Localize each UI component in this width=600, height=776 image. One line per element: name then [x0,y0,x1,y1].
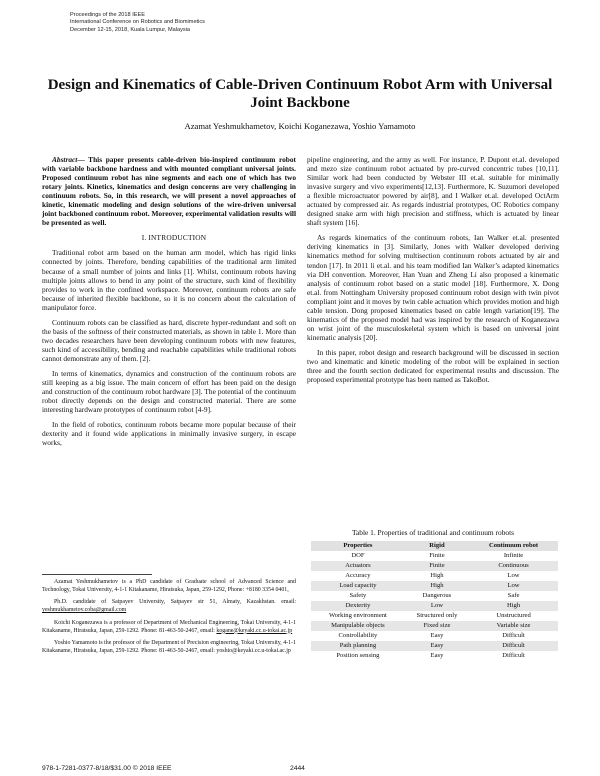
table-row [311,561,558,571]
email-link-2[interactable]: kogane@keyaki.cc.u-tokai.ac.jp [216,627,293,634]
footnote-author-3: Yoshio Yamamoto is the professor of the Department of Precision engineering, Tokai University, 4-1-1 Kitakaname, Hiratsuka, Japan, 259-1292. Phone: 81-463-50-2467, email: yoshio@keyaki.cc.u-tokai.ac.jp [42,640,296,654]
table-cell: Infinite [469,551,558,561]
intro-paragraph-4: In the field of robotics, continuum robots became more popular because of their dexterity and it found wide applications in minimally invasive surgery, in escape works, [42,420,296,448]
table-cell: Safety [311,591,405,601]
intro-paragraph-3: In terms of kinematics, dynamics and construction of the continuum robots are still keeping as a big issue. The main concern of effort has been paid on the design and construction of the continuum robot hardware [3]. The potential of the continuum robot directly depends on the design and constructed material. There are some interesting hardware prototypes of continuum robot [4-9]. [42,368,296,415]
right-column [307,155,559,390]
table-row [311,611,558,621]
table-cell: Fixed size [405,621,469,631]
footnote-2-text: Koichi Koganezawa is a professor of Department of Mechanical Engineering, Tokai University, 4-1-1 Kitakaname, Hiratsuka, Japan, 259-1292. Phone: 81-463-50-2467, email: [42,619,296,634]
table-cell: Difficult [469,641,558,651]
table-cell: Controllability [311,631,405,641]
table-cell: Easy [405,651,469,661]
table-cell: Difficult [469,631,558,641]
proceedings-header [70,12,205,34]
table-cell: Low [469,571,558,581]
footnote-author-1: Azamat Yeshmukhametov is a PhD candidate of Graduate school of Advanced Science and Technology, Tokai University, 4-1-1 Kitakaname, Hiratsuka, Japan, 259-1292, Phone: +8180 3354 0401, [42,579,296,593]
author-footnotes [42,579,296,661]
left-column [42,155,296,453]
table-row [311,601,558,611]
body-paragraph-7: In this paper, robot design and research background will be discussed in section two and kinematic and kinetic modeling of the robot will be explained in section three and the fourth section dedicated for experimental results and discussion. The proposed experimental prototype has been named as TakoBot. [307,347,559,385]
table-cell: Finite [405,561,469,571]
paper-title: Design and Kinematics of Cable-Driven Continuum Robot Arm with Universal Joint Backbone [47,77,553,111]
page-number: 2444 [290,765,305,772]
table-cell: Low [405,601,469,611]
table-row [311,591,558,601]
table-cell: Actuators [311,561,405,571]
table-cell: Easy [405,631,469,641]
copyright-footer: 978-1-7281-0377-8/18/$31.00 © 2018 IEEE [42,765,172,772]
table-header-cell: Continuum robot [469,541,558,551]
footnote-1b-text: Ph.D. candidate of Satpayev University, Satpayev str 51, Almaty, Kazakhstan. email: [54,599,296,606]
table-header-cell: Properties [311,541,405,551]
email-link-1[interactable]: yeshmukhametov.coba@gmail.com [42,607,127,614]
table-row [311,581,558,591]
section-heading-introduction: I. INTRODUCTION [141,233,207,243]
table-row [311,651,558,661]
table-caption: Table 1. Properties of traditional and continuum robots [351,528,515,537]
footnote-author-1b [42,599,296,614]
table-header-row [311,541,558,551]
table-cell: Dangerous [405,591,469,601]
table-cell: Manipulable objects [311,621,405,631]
table-cell: DOF [311,551,405,561]
table-cell: Finite [405,551,469,561]
table-header-cell: Rigid [405,541,469,551]
table-cell: Working environment [311,611,405,621]
table-cell: High [405,571,469,581]
table-cell: Unstructured [469,611,558,621]
table-cell: Structured only [405,611,469,621]
table-cell: Low [469,581,558,591]
table-cell: Easy [405,641,469,651]
table-cell: High [469,601,558,611]
table-row [311,571,558,581]
table-row [311,551,558,561]
header-line-2: International Conference on Robotics and Biomimetics [70,19,205,26]
table-cell: Difficult [469,651,558,661]
table-cell: Dexterity [311,601,405,611]
intro-paragraph-1: Traditional robot arm based on the human arm model, which has rigid links connected by joints. Therefore, bending capabilities of the traditional arm limited because of a small number of joints and links [1]. Whilst, continuum robots having multiple joints allows to bend in any point of the structure, such kind of flexibility provides to work in the confined workspace. Moreover, continuum robots are safe because of inherited flexible backbone, so it is no concern about the calculation of manipulator force. [42,248,296,312]
table-cell: Position sensing [311,651,405,661]
footnote-author-2 [42,620,296,635]
table-cell: High [405,581,469,591]
properties-table [311,541,558,661]
table-cell: Safe [469,591,558,601]
table-cell: Accuracy [311,571,405,581]
intro-paragraph-2: Continuum robots can be classified as hard, discrete hyper-redundant and soft on the basis of the softness of their constructed materials, as shown in table 1. More than two decades researchers have been developing continuum robots with new features, such kind of accessibility, bending and reachable capabilities while traditional robots cannot demonstrate any of them. [2]. [42,317,296,363]
table-row [311,631,558,641]
abstract-text: — This paper presents cable-driven bio-inspired continuum robot with variable backbone hardness and with mounted compliant universal joints. Proposed continuum robot has nine segments and each one of which has two rotary joints. Kinetics, kinematics and design concerns are very challenging in continuum robots. So, in this research, we will present a novel approaches of kinetic, kinematic modeling and design solutions of the wire-driven universal joint backboned continuum robot. Moreover, experimental validation results will be presented as well. [42,155,296,228]
table-row [311,621,558,631]
table-cell: Load capacity [311,581,405,591]
table-body [311,551,558,661]
author-list: Azamat Yeshmukhametov, Koichi Koganezawa, Yoshio Yamamoto [184,121,416,131]
abstract-label: Abstract [52,155,78,164]
table-cell: Variable size [469,621,558,631]
table-cell: Path planning [311,641,405,651]
table-row [311,641,558,651]
table-cell: Continuous [469,561,558,571]
body-paragraph-6: As regards kinematics of the continuum robots, Ian Walker et.al. presented deriving kinematics in [3]. Similarly, Jones with Walker developed deriving kinematics method for solving multisection continuum robots actuated by air and tendon [17]. In 2011 li et.al. and his team modified Ian Walker’s adapted kinematics via DH convention. Moreover, Han Yuan and Zheng Li also proposed a kinematic analysis of continuum robot based on a static model [18]. Furthermore, X. Dong et.al. from Nottingham University proposed continuum robot design with twin pivot compliant joint and it moves by twin cable actuation which provides motion and high cable tension. Dong proposed kinematics based on cable length variation[19]. The kinematics of the proposed model had was inspired by the research of Koganezawa on wrist joint of the musculoskeletal system which is based on universal joint kinematic analysis [20]. [307,233,559,342]
abstract [42,155,296,227]
header-line-3: December 12-15, 2018, Kuala Lumpur, Malaysia [70,26,191,33]
body-paragraph-5: pipeline engineering, and the army as well. For instance, P. Dupont et.al. developed and mezo size continuum robot actuated by pre-curved concentric tubes [10,11]. Similar work had been conducted by Webster III et.al. suitable for minimally invasive surgery and vivo experiments[12,13]. Furthermore, K. Suzumori developed a flexible microactuator powered by air[8], and I Walker et.al. developed OctArm actuated by compressed air. As regards industrial prototypes, OC Robotics company designed snake arm with high precision and stiffness, which is actuated by linear shaft system [16]. [307,155,559,228]
footnote-divider [42,574,152,575]
header-line-1: Proceedings of the 2018 IEEE [70,12,145,18]
